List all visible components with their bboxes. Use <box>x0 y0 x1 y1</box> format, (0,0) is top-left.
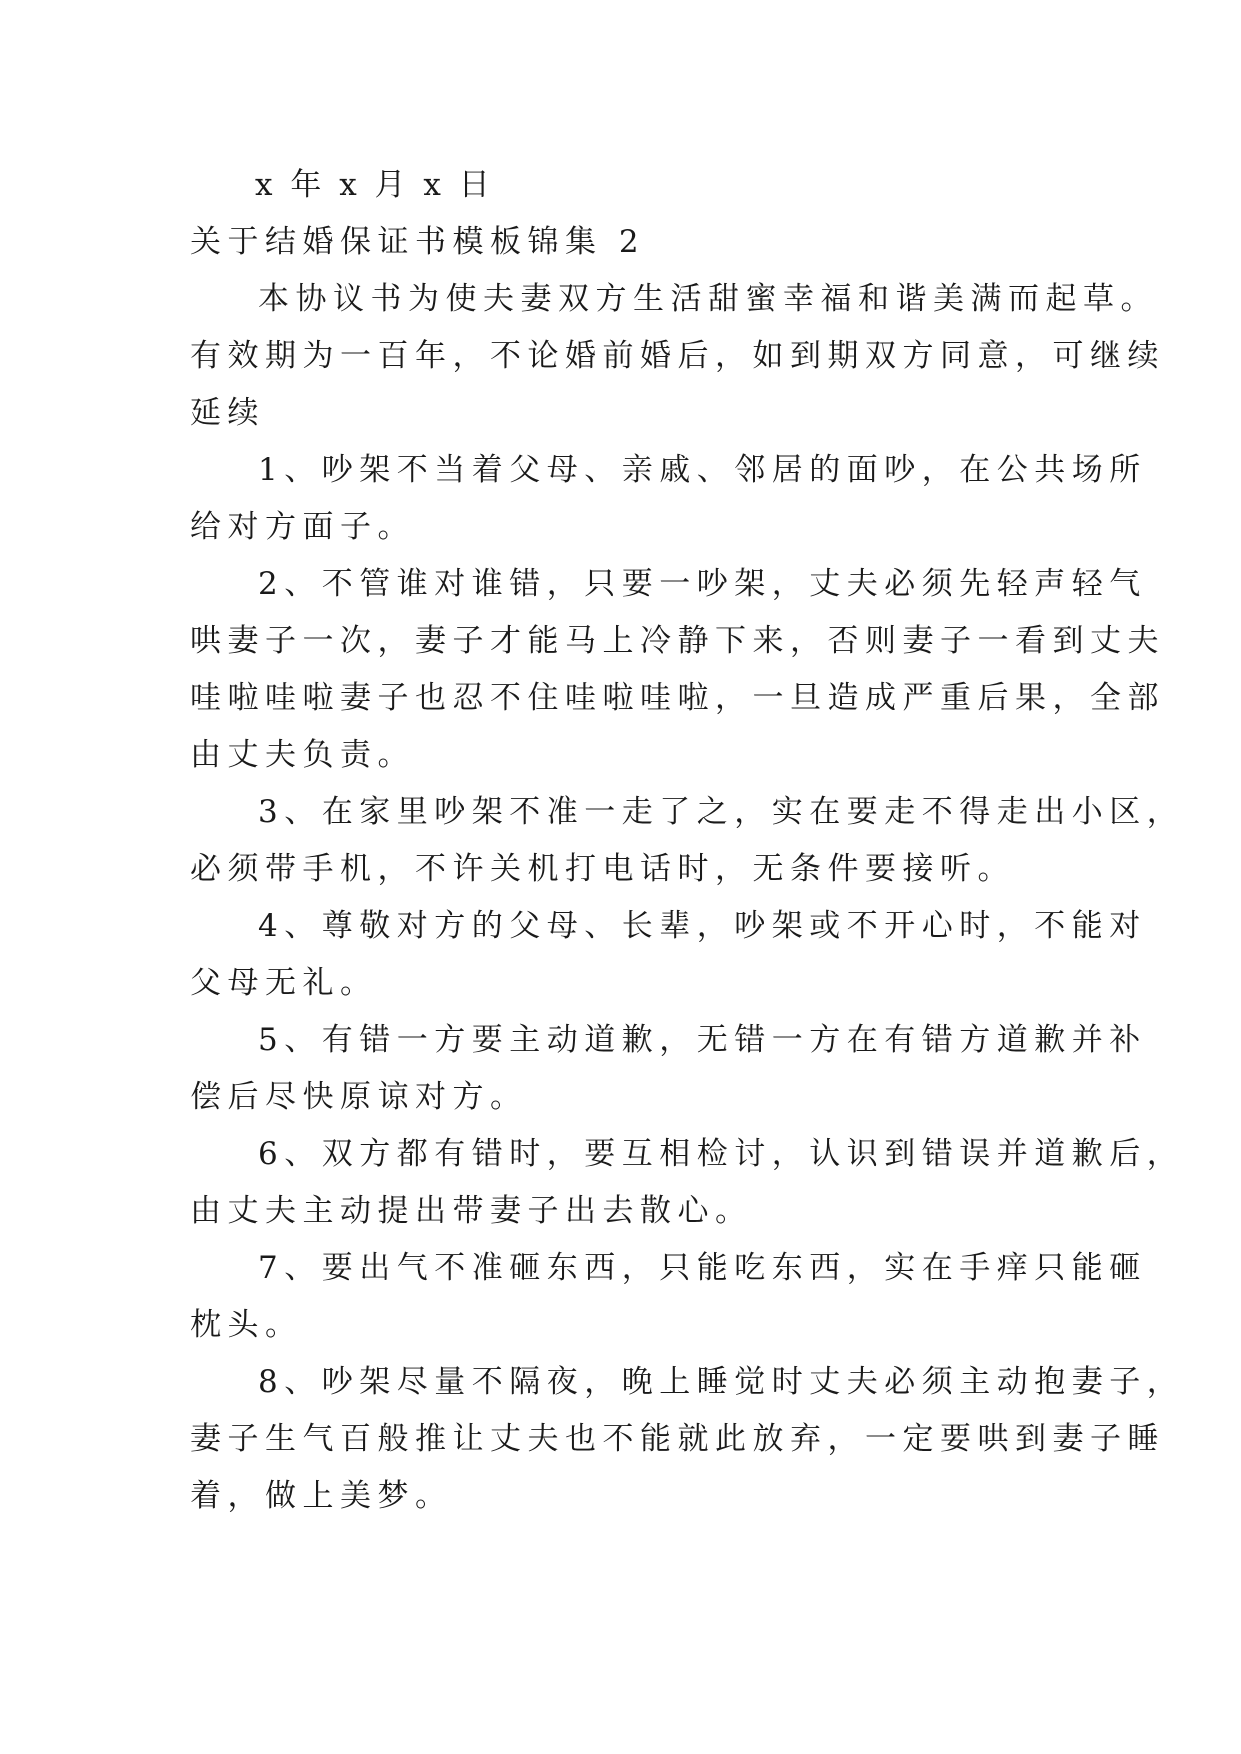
paragraph-line: 由丈夫主动提出带妻子出去散心。 <box>190 1193 753 1229</box>
paragraph-line: 2、不管谁对谁错，只要一吵架，丈夫必须先轻声轻气 <box>258 566 1147 602</box>
paragraph-line: 着，做上美梦。 <box>190 1478 453 1514</box>
paragraph-line: 1、吵架不当着父母、亲戚、邻居的面吵，在公共场所 <box>258 452 1147 488</box>
paragraph-line: 本协议书为使夫妻双方生活甜蜜幸福和谐美满而起草。 <box>258 281 1158 317</box>
paragraph-line: 父母无礼。 <box>190 965 378 1001</box>
paragraph-line: 4、尊敬对方的父母、长辈，吵架或不开心时，不能对 <box>258 908 1147 944</box>
paragraph-line: 给对方面子。 <box>190 509 415 545</box>
paragraph-line: 必须带手机，不许关机打电话时，无条件要接听。 <box>190 851 1015 887</box>
paragraph-line: 6、双方都有错时，要互相检讨，认识到错误并道歉后， <box>258 1136 1185 1172</box>
document-title: 关于结婚保证书模板锦集 2 <box>190 224 646 260</box>
paragraph-line: 由丈夫负责。 <box>190 737 415 773</box>
paragraph-line: 哇啦哇啦妻子也忍不住哇啦哇啦，一旦造成严重后果，全部 <box>190 680 1165 716</box>
paragraph-line: 7、要出气不准砸东西，只能吃东西，实在手痒只能砸 <box>258 1250 1147 1286</box>
paragraph-line: 有效期为一百年，不论婚前婚后，如到期双方同意，可继续 <box>190 338 1165 374</box>
paragraph-line: 偿后尽快原谅对方。 <box>190 1079 528 1115</box>
date-line: x 年 x 月 x 日 <box>255 167 494 203</box>
paragraph-line: 妻子生气百般推让丈夫也不能就此放弃，一定要哄到妻子睡 <box>190 1421 1165 1457</box>
paragraph-line: 哄妻子一次，妻子才能马上冷静下来，否则妻子一看到丈夫 <box>190 623 1165 659</box>
paragraph-line: 枕头。 <box>190 1307 303 1343</box>
paragraph-line: 延续 <box>190 395 265 431</box>
paragraph-line: 8、吵架尽量不隔夜，晚上睡觉时丈夫必须主动抱妻子， <box>258 1364 1185 1400</box>
paragraph-line: 5、有错一方要主动道歉，无错一方在有错方道歉并补 <box>258 1022 1147 1058</box>
paragraph-line: 3、在家里吵架不准一走了之，实在要走不得走出小区， <box>258 794 1185 830</box>
